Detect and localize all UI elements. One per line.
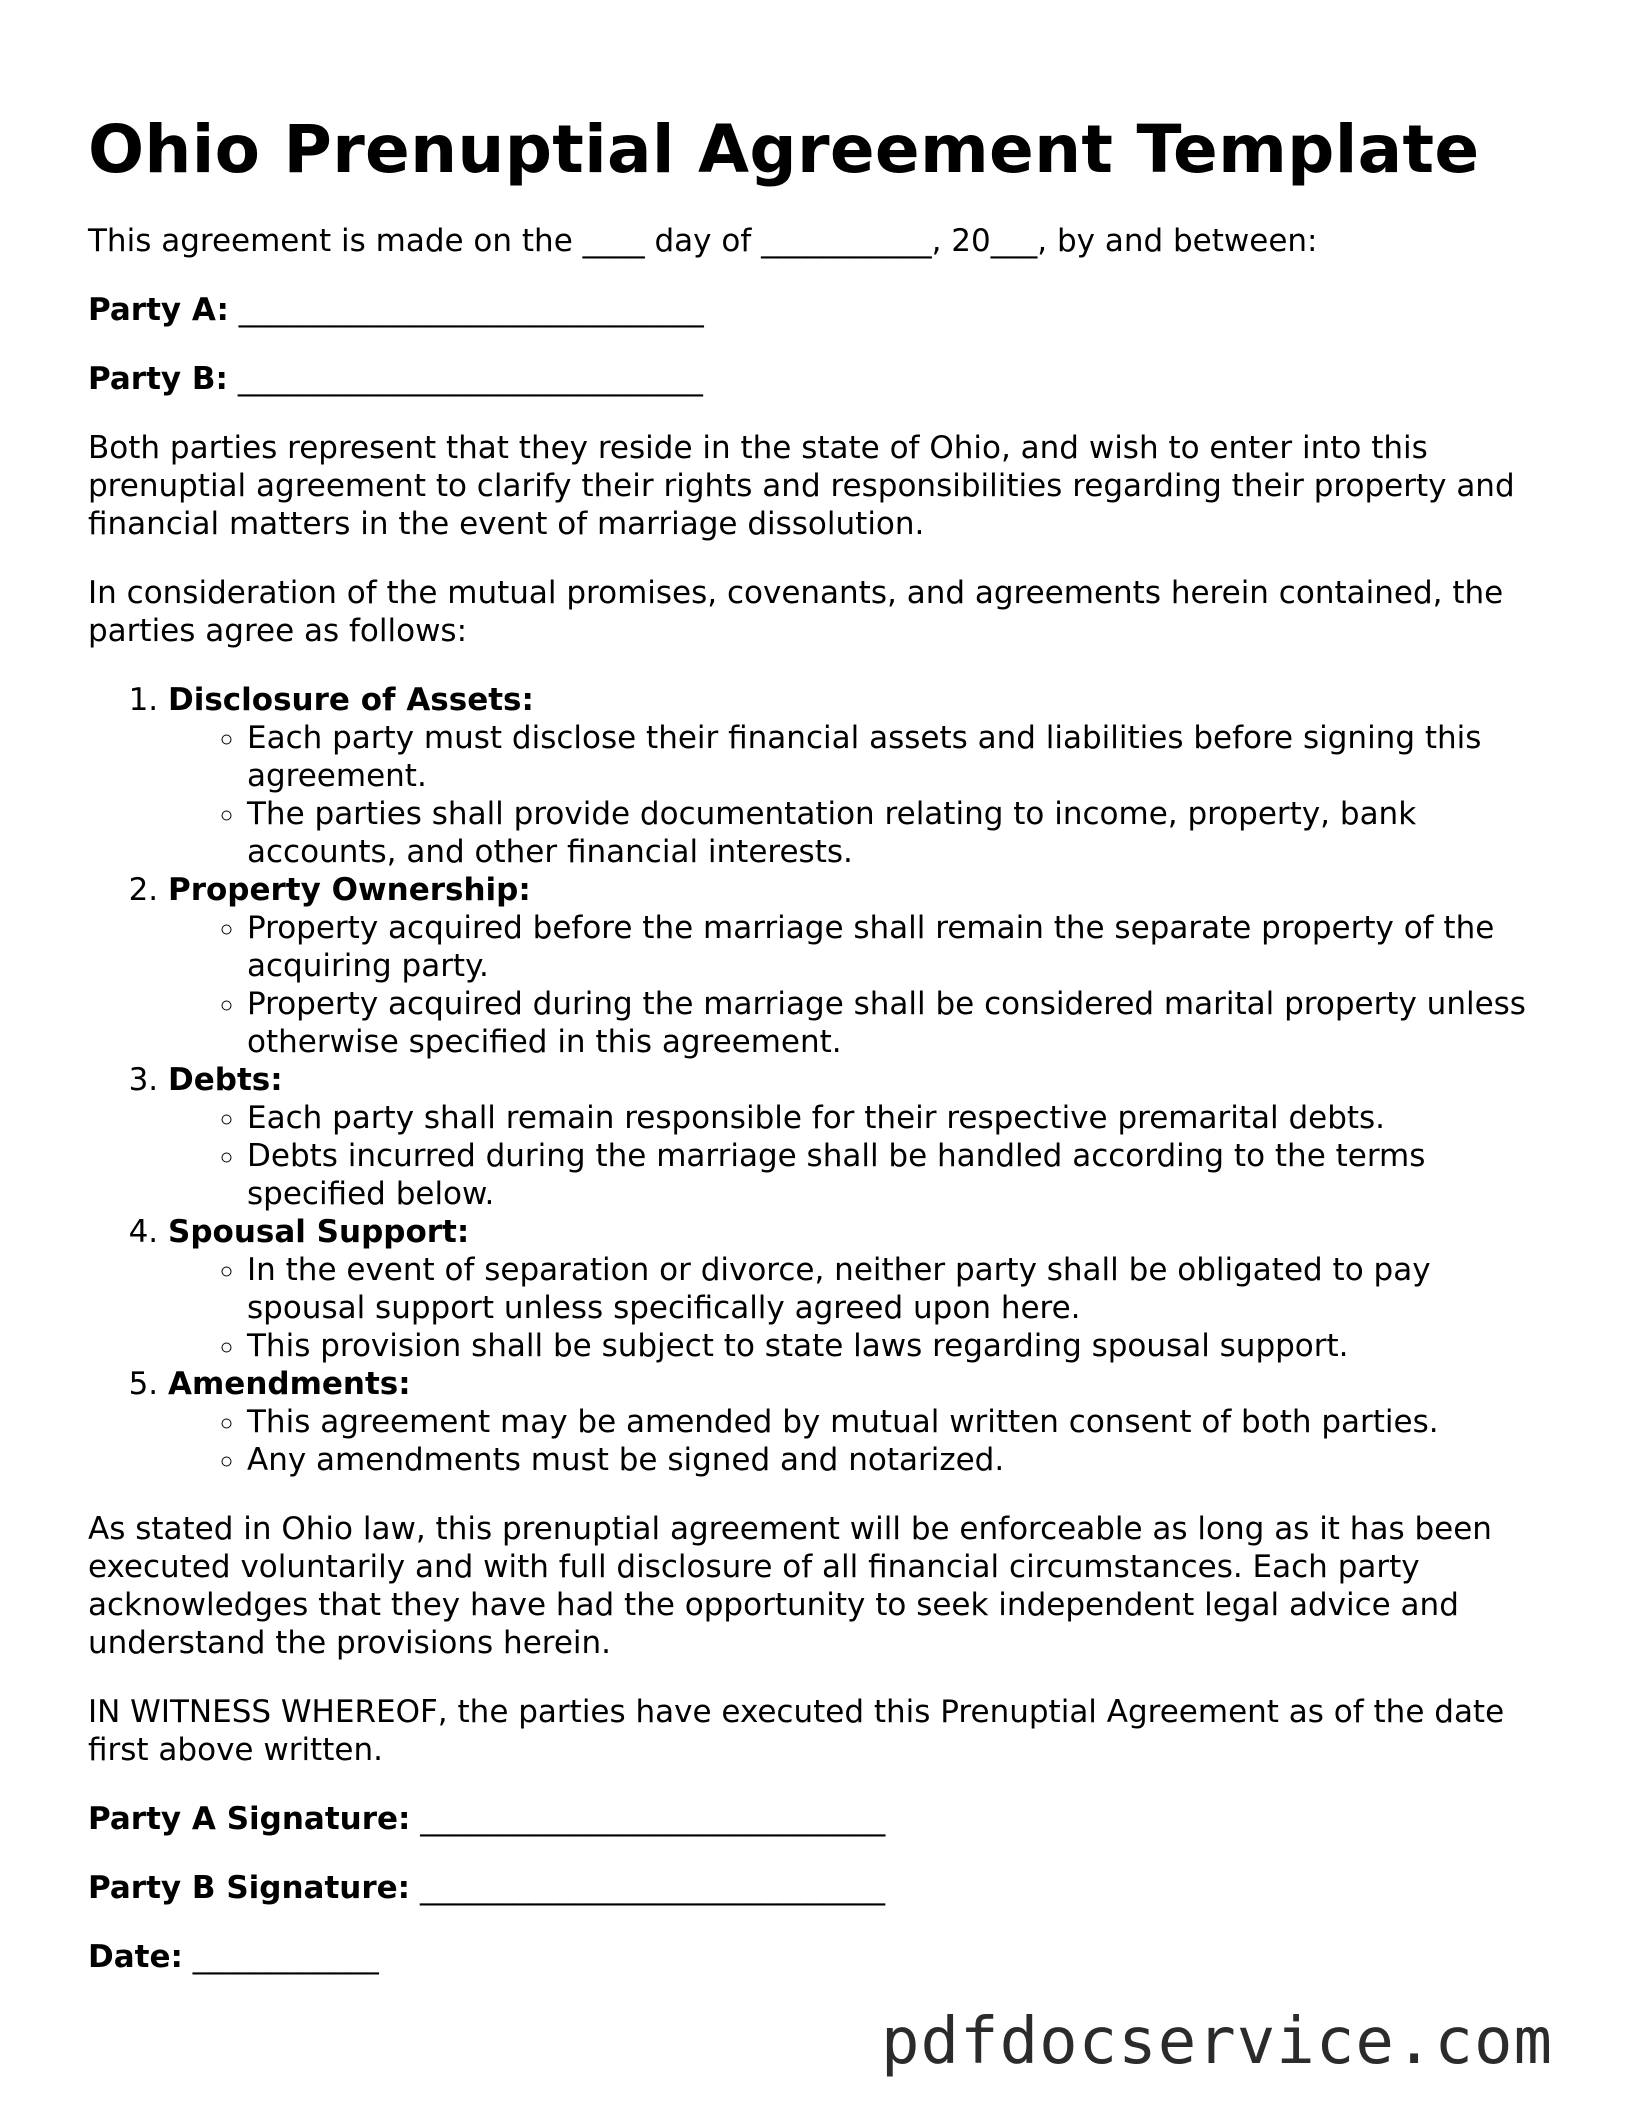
section-items — [168, 1251, 1548, 1365]
list-item: ◦ Each party must disclose their financial assets and liabilities before signing this agreement. — [247, 719, 1548, 795]
section-items — [168, 909, 1548, 1061]
party-a-signature-label: Party A Signature: — [88, 1801, 411, 1837]
section-items — [168, 1099, 1548, 1213]
section-heading: Property Ownership: — [168, 872, 531, 908]
party-b-signature-blank: ______________________________ — [419, 1870, 885, 1906]
date-label: Date: — [88, 1939, 183, 1975]
list-item: ◦ Property acquired during the marriage shall be considered marital property unless otherwise specified in this agreement. — [247, 985, 1548, 1061]
recital-paragraph: Both parties represent that they reside in the state of Ohio, and wish to enter into this prenuptial agreement to clarify their rights and responsibilities regarding their property and financial matters in the event of marriage dissolution. — [88, 430, 1515, 542]
section-spousal-support — [168, 1213, 1548, 1365]
list-item: ◦ Debts incurred during the marriage shall be handled according to the terms specified below. — [247, 1137, 1548, 1213]
section-amendments — [168, 1365, 1548, 1479]
party-b-signature-label: Party B Signature: — [88, 1870, 411, 1906]
section-heading: Debts: — [168, 1062, 283, 1098]
watermark: pdfdocservice.com — [880, 2005, 1553, 2079]
section-heading: Spousal Support: — [168, 1214, 470, 1250]
party-b-line — [88, 360, 1548, 398]
enforceability-paragraph: As stated in Ohio law, this prenuptial agreement will be enforceable as long as it has been executed voluntarily and with full disclosure of all financial circumstances. Each party acknowledges that they have had the opportunity to seek independent legal advice and understand the provisions herein. — [88, 1511, 1492, 1661]
section-heading: Amendments: — [168, 1366, 411, 1402]
section-debts — [168, 1061, 1548, 1213]
list-item: ◦ This agreement may be amended by mutual written consent of both parties. — [247, 1403, 1548, 1441]
party-a-line — [88, 291, 1548, 329]
party-a-blank: ______________________________ — [238, 292, 704, 328]
date-blank: ____________ — [192, 1939, 379, 1975]
list-item: ◦ This provision shall be subject to state laws regarding spousal support. — [247, 1327, 1548, 1365]
list-item: ◦ The parties shall provide documentation relating to income, property, bank accounts, and other financial interests. — [247, 795, 1548, 871]
list-item: ◦ Any amendments must be signed and notarized. — [247, 1441, 1548, 1479]
consideration-paragraph: In consideration of the mutual promises, covenants, and agreements herein contained, the parties agree as follows: — [88, 575, 1504, 649]
section-property — [168, 871, 1548, 1061]
section-heading: Disclosure of Assets: — [168, 682, 534, 718]
party-a-label: Party A: — [88, 292, 229, 328]
party-a-signature-blank: ______________________________ — [420, 1801, 886, 1837]
document-page — [88, 110, 1548, 2007]
party-b-label: Party B: — [88, 361, 228, 397]
witness-paragraph: IN WITNESS WHEREOF, the parties have executed this Prenuptial Agreement as of the date first above written. — [88, 1694, 1505, 1768]
list-item: ◦ Property acquired before the marriage shall remain the separate property of the acquiring party. — [247, 909, 1548, 985]
party-b-signature-line — [88, 1869, 1548, 1907]
intro-paragraph: This agreement is made on the ____ day of ___________, 20___, by and between: — [88, 223, 1318, 259]
date-line — [88, 1938, 1548, 1976]
section-disclosure — [168, 681, 1548, 871]
page-title: Ohio Prenuptial Agreement Template — [88, 111, 1480, 188]
agreement-sections — [88, 681, 1548, 1479]
list-item: ◦ In the event of separation or divorce, neither party shall be obligated to pay spousal support unless specifically agreed upon here. — [247, 1251, 1548, 1327]
section-items — [168, 719, 1548, 871]
list-item: ◦ Each party shall remain responsible for their respective premarital debts. — [247, 1099, 1548, 1137]
party-a-signature-line — [88, 1800, 1548, 1838]
party-b-blank: ______________________________ — [237, 361, 703, 397]
section-items — [168, 1403, 1548, 1479]
